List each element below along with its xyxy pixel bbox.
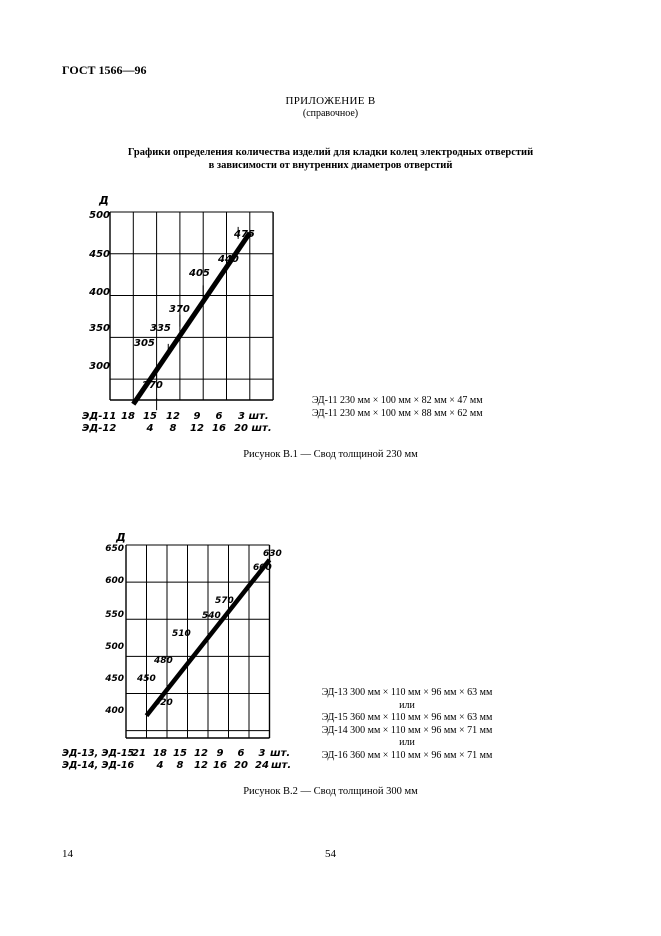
chart-2-xtick-row-2: 4 — [156, 760, 164, 771]
spec-line: ЭД-13 300 мм × 110 мм × 96 мм × 63 мм — [321, 687, 493, 698]
chart-2-xtick-row-1: 3 — [258, 748, 266, 759]
chart-1-data-label: 370 — [169, 304, 190, 315]
spec-line: или — [399, 737, 415, 748]
spec-line: ЭД-14 300 мм × 110 мм × 96 мм × 71 мм — [321, 724, 493, 736]
chart-2-data-label: 480 — [154, 656, 173, 666]
chart-1-xtick-row-1: 9 — [193, 411, 201, 422]
chart-2-row-2-label: ЭД-14, ЭД-16 — [62, 760, 135, 771]
page-number-center: 54 — [325, 848, 336, 860]
chart-2-data-label: 630 — [263, 549, 282, 559]
chart-2-ytick-label: 450 — [105, 674, 124, 684]
chart-2-xtick-row-1: 12 — [194, 748, 208, 759]
chart-2-data-label: 450 — [137, 674, 156, 684]
chart-2-xtick-row-2: 20 — [234, 760, 248, 771]
chart-1-y-axis-label: Д — [99, 194, 109, 207]
chart-2-xtick-row-2: шт. — [271, 760, 292, 771]
chart-2-xtick-row-1: 18 — [153, 748, 167, 759]
section-heading-line-1: Графики определения количества изделий для кладки колец электродных отверстий — [127, 147, 534, 158]
spec-line: ЭД-11 230 мм × 100 мм × 82 мм × 47 мм — [312, 395, 483, 406]
chart-1-row-2-label: ЭД-12 — [82, 423, 117, 434]
chart-1-xtick-row-1: 15 — [143, 411, 157, 422]
chart-1-ytick-label: 500 — [89, 210, 110, 221]
chart-1-ytick-label: 400 — [89, 287, 110, 298]
chart-1-xtick-row-1: 3 шт. — [238, 411, 269, 422]
chart-1-data-label: 305 — [134, 338, 155, 349]
chart-2-xtick-row-1: 15 — [173, 748, 187, 759]
chart-1-data-label: 440 — [218, 254, 239, 265]
figure-caption-2: Рисунок В.2 — Свод толщиной 300 мм — [243, 786, 418, 797]
chart-2-data-label: 540 — [202, 611, 221, 621]
chart-2-xtick-row-2: 24 — [255, 760, 269, 771]
chart-1-data-label: 270 — [142, 380, 163, 391]
appendix-note: (справочное) — [302, 108, 359, 119]
chart-2-ytick-label: 400 — [105, 706, 124, 716]
chart-2-xtick-row-1: 9 — [216, 748, 224, 759]
chart-2-xtick-row-2: 16 — [213, 760, 227, 771]
chart-2-data-label: 570 — [215, 596, 234, 606]
chart-1-xtick-row-2: 20 шт. — [234, 423, 272, 434]
chart-2-grid — [126, 545, 270, 738]
chart-2-data-label: 420 — [154, 698, 173, 708]
chart-2-ytick-label: 500 — [105, 642, 124, 652]
section-heading-line-2: в зависимости от внутренних диаметров отверстий — [208, 160, 453, 171]
page-number-left: 14 — [62, 848, 73, 860]
chart-2-ytick-label: 600 — [105, 576, 124, 586]
chart-1-xtick-row-2: 8 — [169, 423, 177, 434]
appendix-title: ПРИЛОЖЕНИЕ В — [285, 95, 376, 107]
chart-2-xtick-row-2: 8 — [176, 760, 184, 771]
chart-1-xtick-row-1: 12 — [166, 411, 180, 422]
chart-2-specs — [312, 687, 502, 762]
chart-2-xtick-row-1: 6 — [237, 748, 245, 759]
spec-line: ЭД-15 360 мм × 110 мм × 96 мм × 63 мм — [321, 712, 493, 723]
chart-1-row-1-label: ЭД-11 — [82, 411, 117, 422]
chart-1-xtick-row-2: 16 — [212, 423, 226, 434]
chart-1-data-label: 475 — [234, 229, 255, 240]
chart-2-data-label: 510 — [172, 629, 191, 639]
chart-2-xtick-row-1: 21 — [132, 748, 146, 759]
chart-2-xtick-row-1: шт. — [270, 748, 291, 759]
chart-2-data-label: 600 — [253, 563, 272, 573]
document-code: ГОСТ 1566—96 — [62, 63, 147, 77]
figure-caption-1: Рисунок В.1 — Свод толщиной 230 мм — [243, 449, 418, 460]
chart-1-xtick-row-2: 12 — [190, 423, 204, 434]
chart-2-ytick-label: 550 — [105, 610, 124, 620]
chart-1-xtick-row-1: 6 — [215, 411, 223, 422]
chart-1-data-label: 405 — [189, 268, 210, 279]
chart-2-ytick-label: 650 — [105, 544, 124, 554]
chart-1-ytick-label: 350 — [89, 323, 110, 334]
chart-1-ytick-label: 450 — [89, 249, 110, 260]
chart-1-ytick-label: 300 — [89, 361, 110, 372]
chart-1-xtick-row-1: 18 — [121, 411, 135, 422]
chart-1-data-label: 335 — [150, 323, 171, 334]
chart-2-y-axis-label: Д — [116, 531, 126, 544]
spec-line: ЭД-11 230 мм × 100 мм × 88 мм × 62 мм — [312, 407, 483, 419]
spec-line: ЭД-16 360 мм × 110 мм × 96 мм × 71 мм — [321, 749, 493, 761]
chart-1-xtick-row-2: 4 — [146, 423, 154, 434]
chart-2-row-1-label: ЭД-13, ЭД-15 — [62, 748, 135, 759]
chart-2-xtick-row-2: 12 — [194, 760, 208, 771]
spec-line: или — [399, 699, 415, 711]
